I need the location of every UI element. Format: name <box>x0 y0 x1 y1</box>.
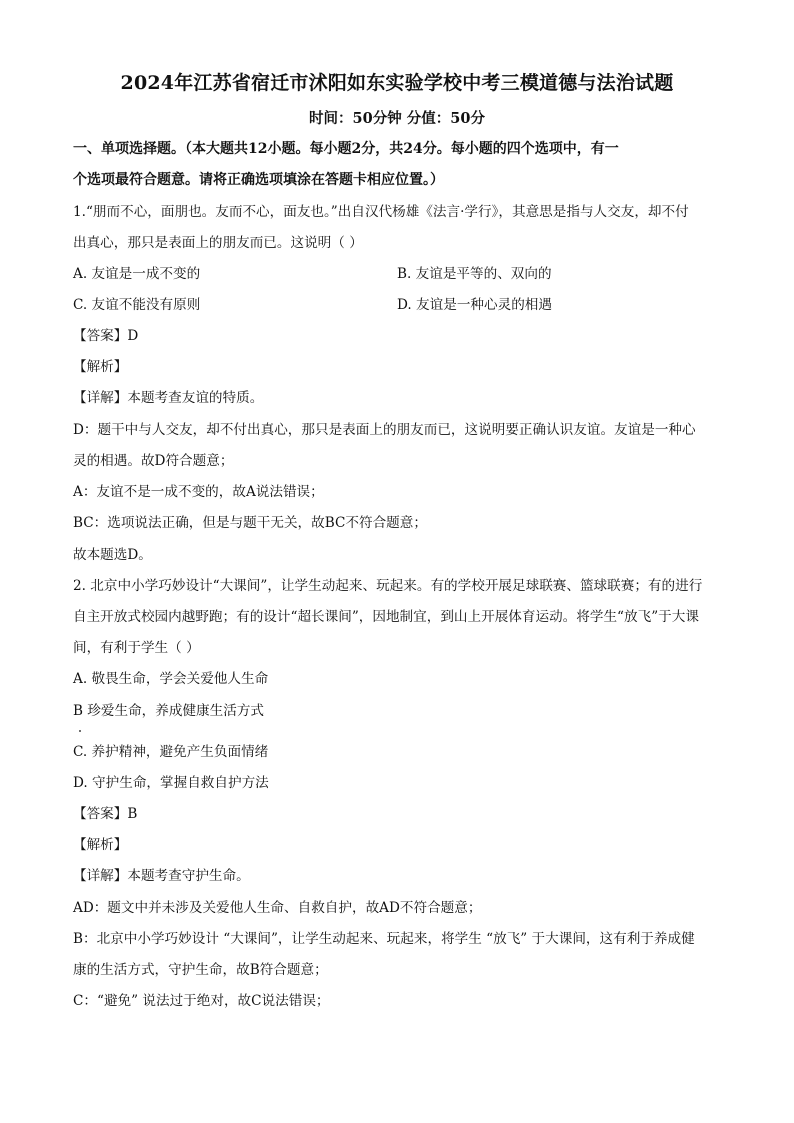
exam-info: 时间：50分钟 分值：50分 <box>309 110 485 127</box>
q2-stem-line2: 自主开放式校园内越野跑；有的设计“超长课间”，因地制宜，到山上开展体育运动。将学生“放飞”于大课 <box>73 609 699 625</box>
q1-answer: 【答案】D <box>73 328 139 344</box>
q2-detail-c: C：“避免” 说法过于绝对，故C说法错误； <box>73 993 330 1009</box>
q2-option-d: D. 守护生命，掌握自救自护方法 <box>73 775 269 791</box>
page-title: 2024年江苏省宿迁市沭阳如东实验学校中考三模道德与法治试题 <box>120 72 674 94</box>
q1-stem-line2: 出真心，那只是表面上的朋友而已。这说明（ ） <box>73 235 363 251</box>
q1-detail-d-line2: 灵的相遇。故D符合题意； <box>73 453 234 469</box>
q2-option-a: A. 敬畏生命，学会关爱他人生命 <box>73 671 269 687</box>
q2-detail-ad: AD：题文中并未涉及关爱他人生命、自救自护，故AD不符合题意； <box>73 900 482 916</box>
q1-detail-d-line1: D：题干中与人交友，却不付出真心，那只是表面上的朋友而已，这说明要正确认识友谊。友谊是一种心 <box>73 422 696 438</box>
q1-detail-label: 【详解】本题考查友谊的特质。 <box>73 390 264 406</box>
q1-option-c: C. 友谊不能没有原则 <box>73 297 201 313</box>
q1-detail-a: A：友谊不是一成不变的，故A说法错误； <box>73 484 324 500</box>
q1-option-a: A. 友谊是一成不变的 <box>73 266 201 282</box>
q2-answer: 【答案】B <box>73 806 138 822</box>
section-heading-line2: 个选项最符合题意。请将正确选项填涂在答题卡相应位置。） <box>73 172 444 188</box>
section-heading-line1: 一、单项选择题。（本大题共12小题。每小题2分，共24分。每小题的四个选项中，有一 <box>73 141 619 157</box>
q2-detail-label: 【详解】本题考查守护生命。 <box>73 868 250 884</box>
q2-analysis-label: 【解析】 <box>73 837 128 853</box>
q1-stem-line1: 1.“朋而不心，面朋也。友而不心，面友也。”出自汉代杨雄《法言·学行》，其意思是指与人交友，却不付 <box>73 204 689 220</box>
q2-option-b: B 珍爱生命，养成健康生活方式 <box>73 703 265 719</box>
q1-detail-bc: BC：选项说法正确，但是与题干无关，故BC不符合题意； <box>73 515 427 531</box>
q1-analysis-label: 【解析】 <box>73 359 128 375</box>
q2-option-c: C. 养护精神，避免产生负面情绪 <box>73 744 269 760</box>
q2-detail-b-line1: B：北京中小学巧妙设计 “大课间”，让学生动起来、玩起来，将学生 “放飞” 于大课间，这有利于养成健 <box>73 931 695 947</box>
q2-detail-b-line2: 康的生活方式，守护生命，故B符合题意； <box>73 962 328 978</box>
q1-option-b: B. 友谊是平等的、双向的 <box>397 266 552 282</box>
q2-stem-line3: 间，有利于学生（ ） <box>73 640 200 656</box>
q2-stem-line1: 2. 北京中小学巧妙设计“大课间”，让学生动起来、玩起来。有的学校开展足球联赛、篮球联赛；有的进行 <box>73 578 703 594</box>
q1-option-d: D. 友谊是一种心灵的相遇 <box>397 297 552 313</box>
stray-dot <box>79 730 81 732</box>
q1-conclusion: 故本题选D。 <box>73 547 152 563</box>
